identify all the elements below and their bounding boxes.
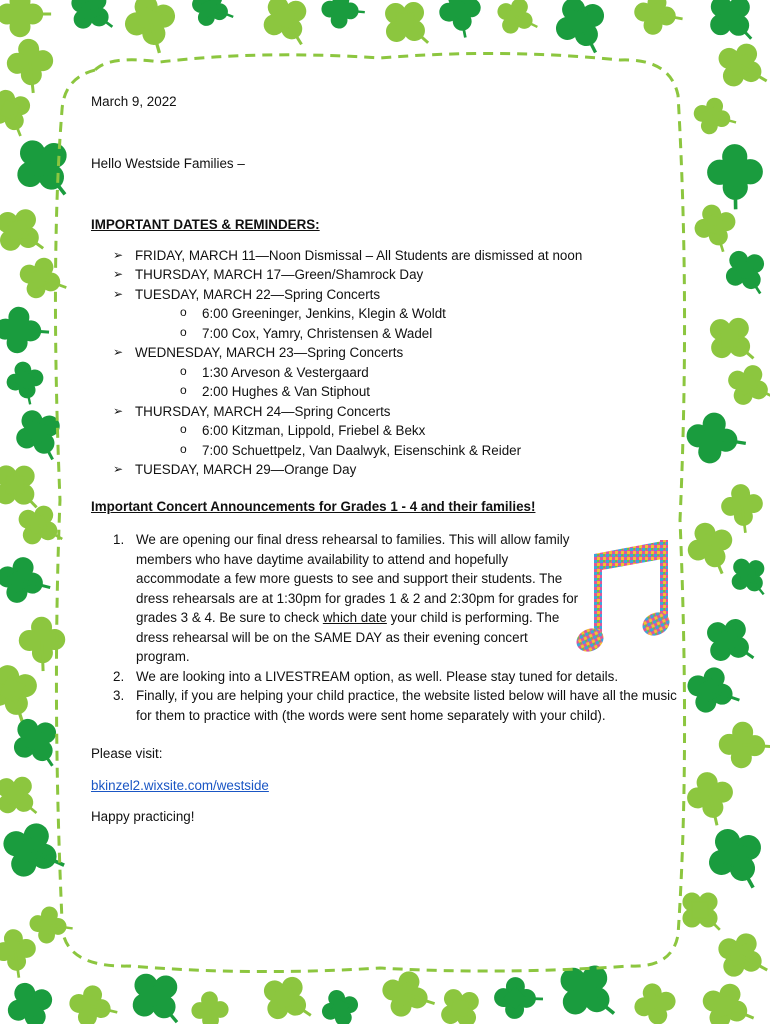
date-item-text: THURSDAY, MARCH 17—Green/Shamrock Day — [135, 267, 424, 282]
letter-body — [91, 92, 687, 827]
shamrock-icon — [13, 613, 71, 671]
shamrock-icon — [262, 0, 311, 44]
date-item — [113, 343, 687, 402]
shamrock-icon — [66, 981, 117, 1024]
announcements-heading: Important Concert Announcements for Grades 1 - 4 and their families! — [91, 498, 536, 514]
shamrock-icon — [630, 981, 681, 1024]
shamrock-icon — [0, 662, 43, 723]
shamrock-icon — [631, 0, 682, 40]
shamrock-icon — [715, 716, 770, 774]
closing: Happy practicing! — [91, 809, 195, 824]
shamrock-icon — [731, 558, 767, 594]
shamrock-icon — [726, 362, 770, 409]
item-number: 2. — [113, 668, 125, 684]
announcement-text: We are opening our final dress rehearsal to families. This will allow family members who have daytime availability to attend and hopefully accommodate a few more guests to see and support their students. The dress rehearsals are at 1:30pm for grades 1 & 2 and 2:30pm for grades for grades 3 & 4. Be sure to check — [136, 532, 579, 625]
shamrock-icon — [12, 718, 60, 766]
shamrock-icon — [0, 88, 35, 136]
date-item-text: TUESDAY, MARCH 29—Orange Day — [135, 462, 357, 477]
shamrock-icon — [385, 2, 428, 45]
concert-times — [135, 363, 687, 402]
shamrock-icon — [724, 250, 768, 294]
date-item — [113, 265, 687, 285]
shamrock-icon — [4, 980, 57, 1024]
shamrock-icon — [0, 301, 49, 359]
announcement-item — [113, 667, 687, 687]
shamrock-icon — [491, 972, 543, 1024]
shamrock-icon — [0, 552, 50, 608]
greeting: Hello Westside Families – — [91, 155, 245, 171]
concert-time: o 7:00 Cox, Yamry, Christensen & Wadel — [180, 324, 687, 344]
concert-time: o 2:00 Hughes & Van Stiphout — [180, 382, 687, 402]
shamrock-icon — [132, 973, 181, 1022]
date-item-text: WEDNESDAY, MARCH 23—Spring Concerts — [135, 345, 404, 360]
announcement-item — [113, 686, 687, 725]
shamrock-icon — [710, 0, 752, 39]
concert-time: o 6:00 Kitzman, Lippold, Friebel & Bekx — [180, 421, 687, 441]
shamrock-icon — [691, 202, 741, 252]
shamrock-icon — [440, 988, 483, 1024]
item-number: 3. — [113, 688, 125, 703]
shamrock-icon — [190, 0, 233, 30]
shamrock-icon — [120, 0, 181, 53]
shamrock-icon — [553, 0, 610, 52]
shamrock-icon — [685, 663, 740, 718]
shamrock-icon — [700, 980, 753, 1024]
concert-time: o 7:00 Schuettpelz, Van Daalwyk, Eisenschink & Reider — [180, 441, 687, 461]
concert-time: o 6:00 Greeninger, Jenkins, Klegin & Woldt — [180, 304, 687, 324]
shamrock-icon — [379, 967, 434, 1022]
date-item-text: FRIDAY, MARCH 11—Noon Dismissal – All Students are dismissed at noon — [135, 247, 583, 263]
item-number: 1. — [113, 532, 125, 547]
shamrock-icon — [706, 617, 753, 664]
shamrock-icon — [1, 819, 65, 883]
shamrock-icon — [1, 35, 59, 93]
shamrock-icon — [716, 931, 767, 982]
shamrock-icon — [683, 407, 746, 470]
letter-date: March 9, 2022 — [91, 94, 177, 109]
shamrock-icon — [3, 359, 48, 404]
shamrock-icon — [0, 926, 41, 978]
shamrock-icon — [0, 466, 37, 508]
concert-times — [135, 304, 687, 343]
announcement-text: Finally, if you are helping your child practice, the website listed below will have all the music for them to practice with (the words were sent home separately with your child). — [136, 688, 677, 723]
shamrock-icon — [683, 893, 720, 930]
shamrock-icon — [16, 140, 71, 195]
shamrock-icon — [319, 988, 363, 1024]
shamrock-icon — [71, 0, 113, 32]
glitter-eighth-notes-icon — [576, 536, 676, 660]
shamrock-icon — [187, 989, 233, 1024]
date-item — [113, 285, 687, 344]
date-item — [113, 246, 687, 266]
shamrock-icon — [263, 975, 311, 1023]
shamrock-icon — [706, 827, 767, 888]
visit-label: Please visit: — [91, 746, 163, 761]
shamrock-icon — [691, 94, 736, 139]
shamrock-icon — [0, 0, 51, 43]
shamrock-icon — [17, 254, 66, 303]
date-item-text: TUESDAY, MARCH 22—Spring Concerts — [135, 286, 381, 302]
concert-times — [135, 421, 687, 460]
announcement-item — [113, 530, 583, 667]
shamrock-icon — [684, 520, 737, 573]
concert-time: o 1:30 Arveson & Vestergaard — [180, 363, 687, 383]
shamrock-icon — [717, 41, 767, 91]
announcement-text: your child is performing. The dress rehearsal will be on the SAME DAY as their evening concert program. — [136, 610, 560, 664]
shamrock-icon — [700, 140, 770, 210]
date-item — [113, 460, 687, 480]
dates-heading: IMPORTANT DATES & REMINDERS: — [91, 217, 320, 232]
shamrock-icon — [716, 481, 768, 533]
shamrock-icon — [682, 769, 738, 825]
shamrock-icon — [435, 0, 486, 37]
shamrock-icon — [496, 0, 538, 38]
shamrock-icon — [560, 965, 614, 1019]
website-link[interactable]: bkinzel2.wixsite.com/westside — [91, 777, 269, 793]
shamrock-icon — [17, 503, 62, 548]
underlined-phrase: which date — [322, 610, 387, 625]
shamrock-icon — [710, 318, 754, 362]
shamrock-icon — [0, 776, 36, 816]
announcement-text: We are looking into a LIVESTREAM option, as well. Please stay tuned for details. — [136, 668, 619, 684]
dates-list — [91, 246, 687, 480]
shamrock-icon — [319, 0, 365, 33]
date-item — [113, 402, 687, 461]
shamrock-icon — [0, 208, 43, 255]
date-item-text: THURSDAY, MARCH 24—Spring Concerts — [135, 403, 391, 419]
